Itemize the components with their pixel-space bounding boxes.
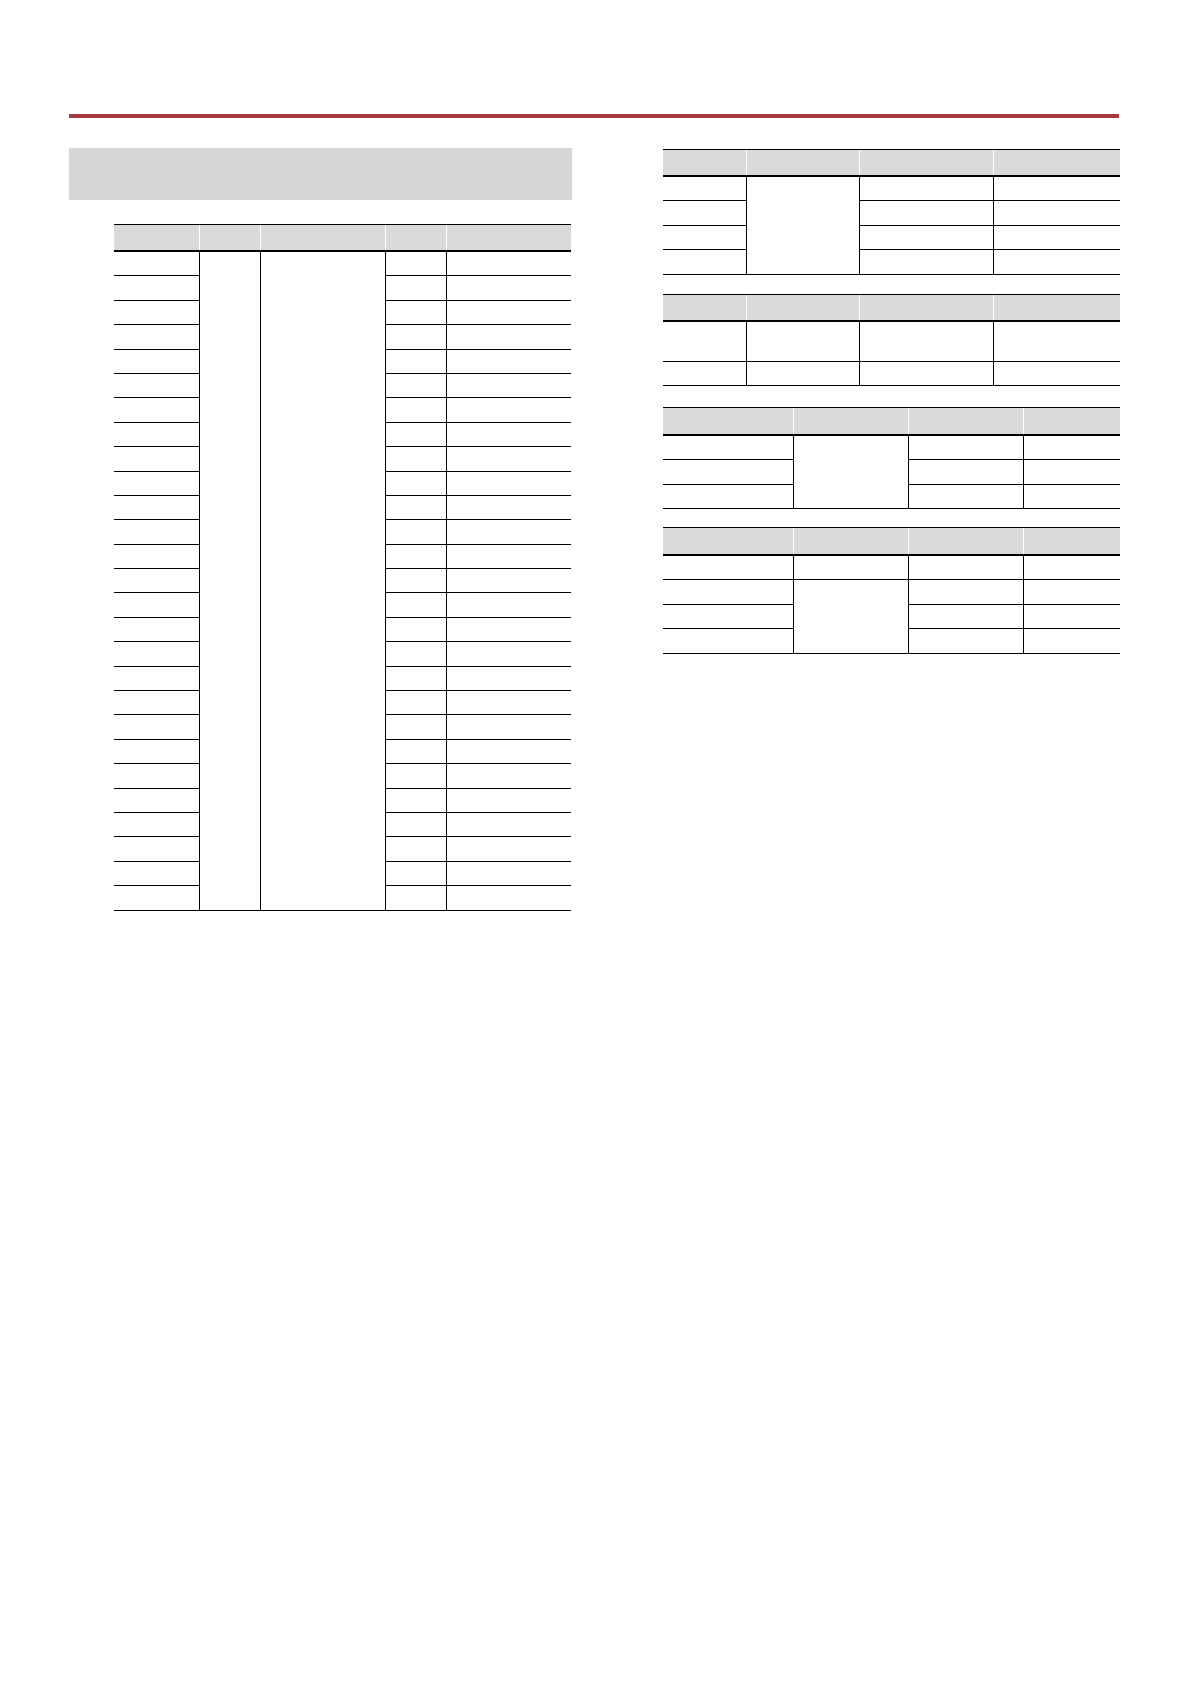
table-row — [663, 435, 1120, 460]
table-cell — [114, 422, 199, 446]
table-cell — [908, 435, 1023, 460]
header-cell — [793, 528, 908, 556]
table-cell — [993, 321, 1120, 362]
table-cell — [385, 300, 446, 324]
header-cell — [663, 295, 746, 322]
table-cell — [385, 861, 446, 885]
header-cell — [993, 150, 1120, 177]
table-cell — [385, 495, 446, 519]
table-cell — [446, 251, 571, 276]
table-cell — [114, 886, 199, 910]
table-header-row — [663, 150, 1120, 177]
table-cell — [859, 201, 993, 225]
table-row — [663, 580, 1120, 604]
table-cell — [859, 225, 993, 249]
table-cell — [746, 321, 859, 362]
table-cell — [446, 471, 571, 495]
table-cell — [385, 373, 446, 397]
table-cell — [385, 837, 446, 861]
table-cell — [385, 569, 446, 593]
table-cell — [663, 225, 746, 249]
header-cell — [793, 408, 908, 436]
header-cell — [746, 150, 859, 177]
header-cell — [1023, 408, 1120, 436]
table-cell — [385, 739, 446, 763]
table-cell — [663, 250, 746, 274]
header-cell — [859, 295, 993, 322]
table-cell — [446, 422, 571, 446]
table-cell — [385, 447, 446, 471]
table-cell — [114, 373, 199, 397]
table-cell — [446, 764, 571, 788]
merged-cell — [199, 251, 260, 910]
table-cell — [446, 300, 571, 324]
table-cell — [1023, 460, 1120, 484]
table-cell — [859, 250, 993, 274]
table-row — [663, 321, 1120, 362]
table-cell — [385, 251, 446, 276]
table-cell — [663, 362, 746, 386]
right-table-2 — [663, 294, 1120, 386]
table-cell — [446, 447, 571, 471]
table-cell — [663, 580, 793, 604]
table-cell — [908, 604, 1023, 628]
table-cell — [993, 225, 1120, 249]
table-cell — [663, 484, 793, 508]
table-row — [663, 225, 1120, 249]
header-cell — [663, 150, 746, 177]
header-cell — [859, 150, 993, 177]
table-cell — [446, 398, 571, 422]
table-cell — [446, 569, 571, 593]
table-cell — [663, 201, 746, 225]
table-cell — [385, 276, 446, 300]
table-header-row — [663, 528, 1120, 556]
table-cell — [993, 176, 1120, 201]
header-cell — [663, 528, 793, 556]
main-table — [114, 224, 571, 911]
table-cell — [993, 362, 1120, 386]
right-table-4 — [663, 527, 1120, 654]
table-cell — [114, 276, 199, 300]
table-cell — [446, 593, 571, 617]
table-cell — [908, 555, 1023, 580]
table-cell — [114, 617, 199, 641]
table-cell — [663, 604, 793, 628]
table-cell — [114, 642, 199, 666]
table-cell — [385, 544, 446, 568]
table-cell — [385, 764, 446, 788]
table-row — [663, 176, 1120, 201]
table-cell — [446, 886, 571, 910]
header-cell — [1023, 528, 1120, 556]
section-title — [69, 148, 572, 176]
table-cell — [993, 201, 1120, 225]
table-cell — [446, 276, 571, 300]
table-cell — [663, 555, 793, 580]
header-cell — [199, 225, 260, 252]
table-cell — [446, 325, 571, 349]
table-cell — [663, 629, 793, 653]
table-cell — [446, 495, 571, 519]
table-header-row — [114, 225, 571, 252]
table-row — [663, 362, 1120, 386]
table-cell — [385, 471, 446, 495]
table-cell — [385, 642, 446, 666]
table-cell — [114, 764, 199, 788]
table-header-row — [663, 408, 1120, 436]
table-cell — [385, 788, 446, 812]
table-cell — [663, 321, 746, 362]
table-cell — [446, 373, 571, 397]
header-cell — [908, 408, 1023, 436]
right-table-1 — [663, 149, 1120, 275]
table-cell — [1023, 484, 1120, 508]
table-cell — [114, 739, 199, 763]
table-cell — [114, 447, 199, 471]
table-cell — [385, 593, 446, 617]
table-cell — [859, 321, 993, 362]
table-cell — [385, 691, 446, 715]
header-cell — [746, 295, 859, 322]
header-rule — [69, 114, 1119, 118]
table-cell — [114, 544, 199, 568]
table-cell — [446, 520, 571, 544]
merged-cell — [746, 176, 859, 274]
table-cell — [446, 617, 571, 641]
table-cell — [385, 886, 446, 910]
table-cell — [446, 642, 571, 666]
table-cell — [908, 484, 1023, 508]
table-cell — [114, 520, 199, 544]
table-cell — [446, 666, 571, 690]
table-cell — [114, 593, 199, 617]
table-cell — [663, 176, 746, 201]
table-cell — [385, 617, 446, 641]
table-cell — [1023, 604, 1120, 628]
header-cell — [908, 528, 1023, 556]
header-cell — [260, 225, 385, 252]
header-cell — [446, 225, 571, 252]
table-cell — [446, 788, 571, 812]
table-header-row — [663, 295, 1120, 322]
header-cell — [385, 225, 446, 252]
table-cell — [114, 325, 199, 349]
table-cell — [385, 715, 446, 739]
merged-cell — [260, 251, 385, 910]
table-cell — [446, 544, 571, 568]
table-cell — [385, 812, 446, 836]
table-cell — [114, 715, 199, 739]
right-table-3 — [663, 407, 1120, 509]
table-cell — [446, 812, 571, 836]
table-cell — [663, 460, 793, 484]
table-cell — [993, 250, 1120, 274]
merged-cell — [793, 435, 908, 509]
table-cell — [114, 300, 199, 324]
table-cell — [663, 435, 793, 460]
table-row — [114, 251, 571, 276]
header-cell — [663, 408, 793, 436]
table-cell — [908, 629, 1023, 653]
table-cell — [114, 861, 199, 885]
table-cell — [859, 362, 993, 386]
table-cell — [114, 569, 199, 593]
table-cell — [114, 471, 199, 495]
header-cell — [114, 225, 199, 252]
table-cell — [1023, 555, 1120, 580]
table-cell — [446, 837, 571, 861]
table-cell — [114, 837, 199, 861]
merged-cell — [793, 580, 908, 653]
table-cell — [114, 691, 199, 715]
table-row — [663, 250, 1120, 274]
table-cell — [114, 812, 199, 836]
table-cell — [114, 398, 199, 422]
table-cell — [114, 495, 199, 519]
table-cell — [114, 788, 199, 812]
table-cell — [908, 460, 1023, 484]
table-cell — [908, 580, 1023, 604]
table-cell — [1023, 435, 1120, 460]
table-cell — [114, 349, 199, 373]
table-cell — [793, 555, 908, 580]
table-cell — [1023, 629, 1120, 653]
table-cell — [859, 176, 993, 201]
table-row — [663, 555, 1120, 580]
table-cell — [385, 349, 446, 373]
table-cell — [114, 666, 199, 690]
table-cell — [746, 362, 859, 386]
table-cell — [446, 691, 571, 715]
table-cell — [446, 739, 571, 763]
table-cell — [446, 349, 571, 373]
table-cell — [385, 325, 446, 349]
table-cell — [446, 861, 571, 885]
table-cell — [446, 715, 571, 739]
table-cell — [1023, 580, 1120, 604]
table-cell — [385, 520, 446, 544]
table-cell — [385, 666, 446, 690]
table-cell — [385, 422, 446, 446]
header-cell — [993, 295, 1120, 322]
section-heading-banner — [69, 148, 572, 200]
table-row — [663, 201, 1120, 225]
table-cell — [385, 398, 446, 422]
table-cell — [114, 251, 199, 276]
